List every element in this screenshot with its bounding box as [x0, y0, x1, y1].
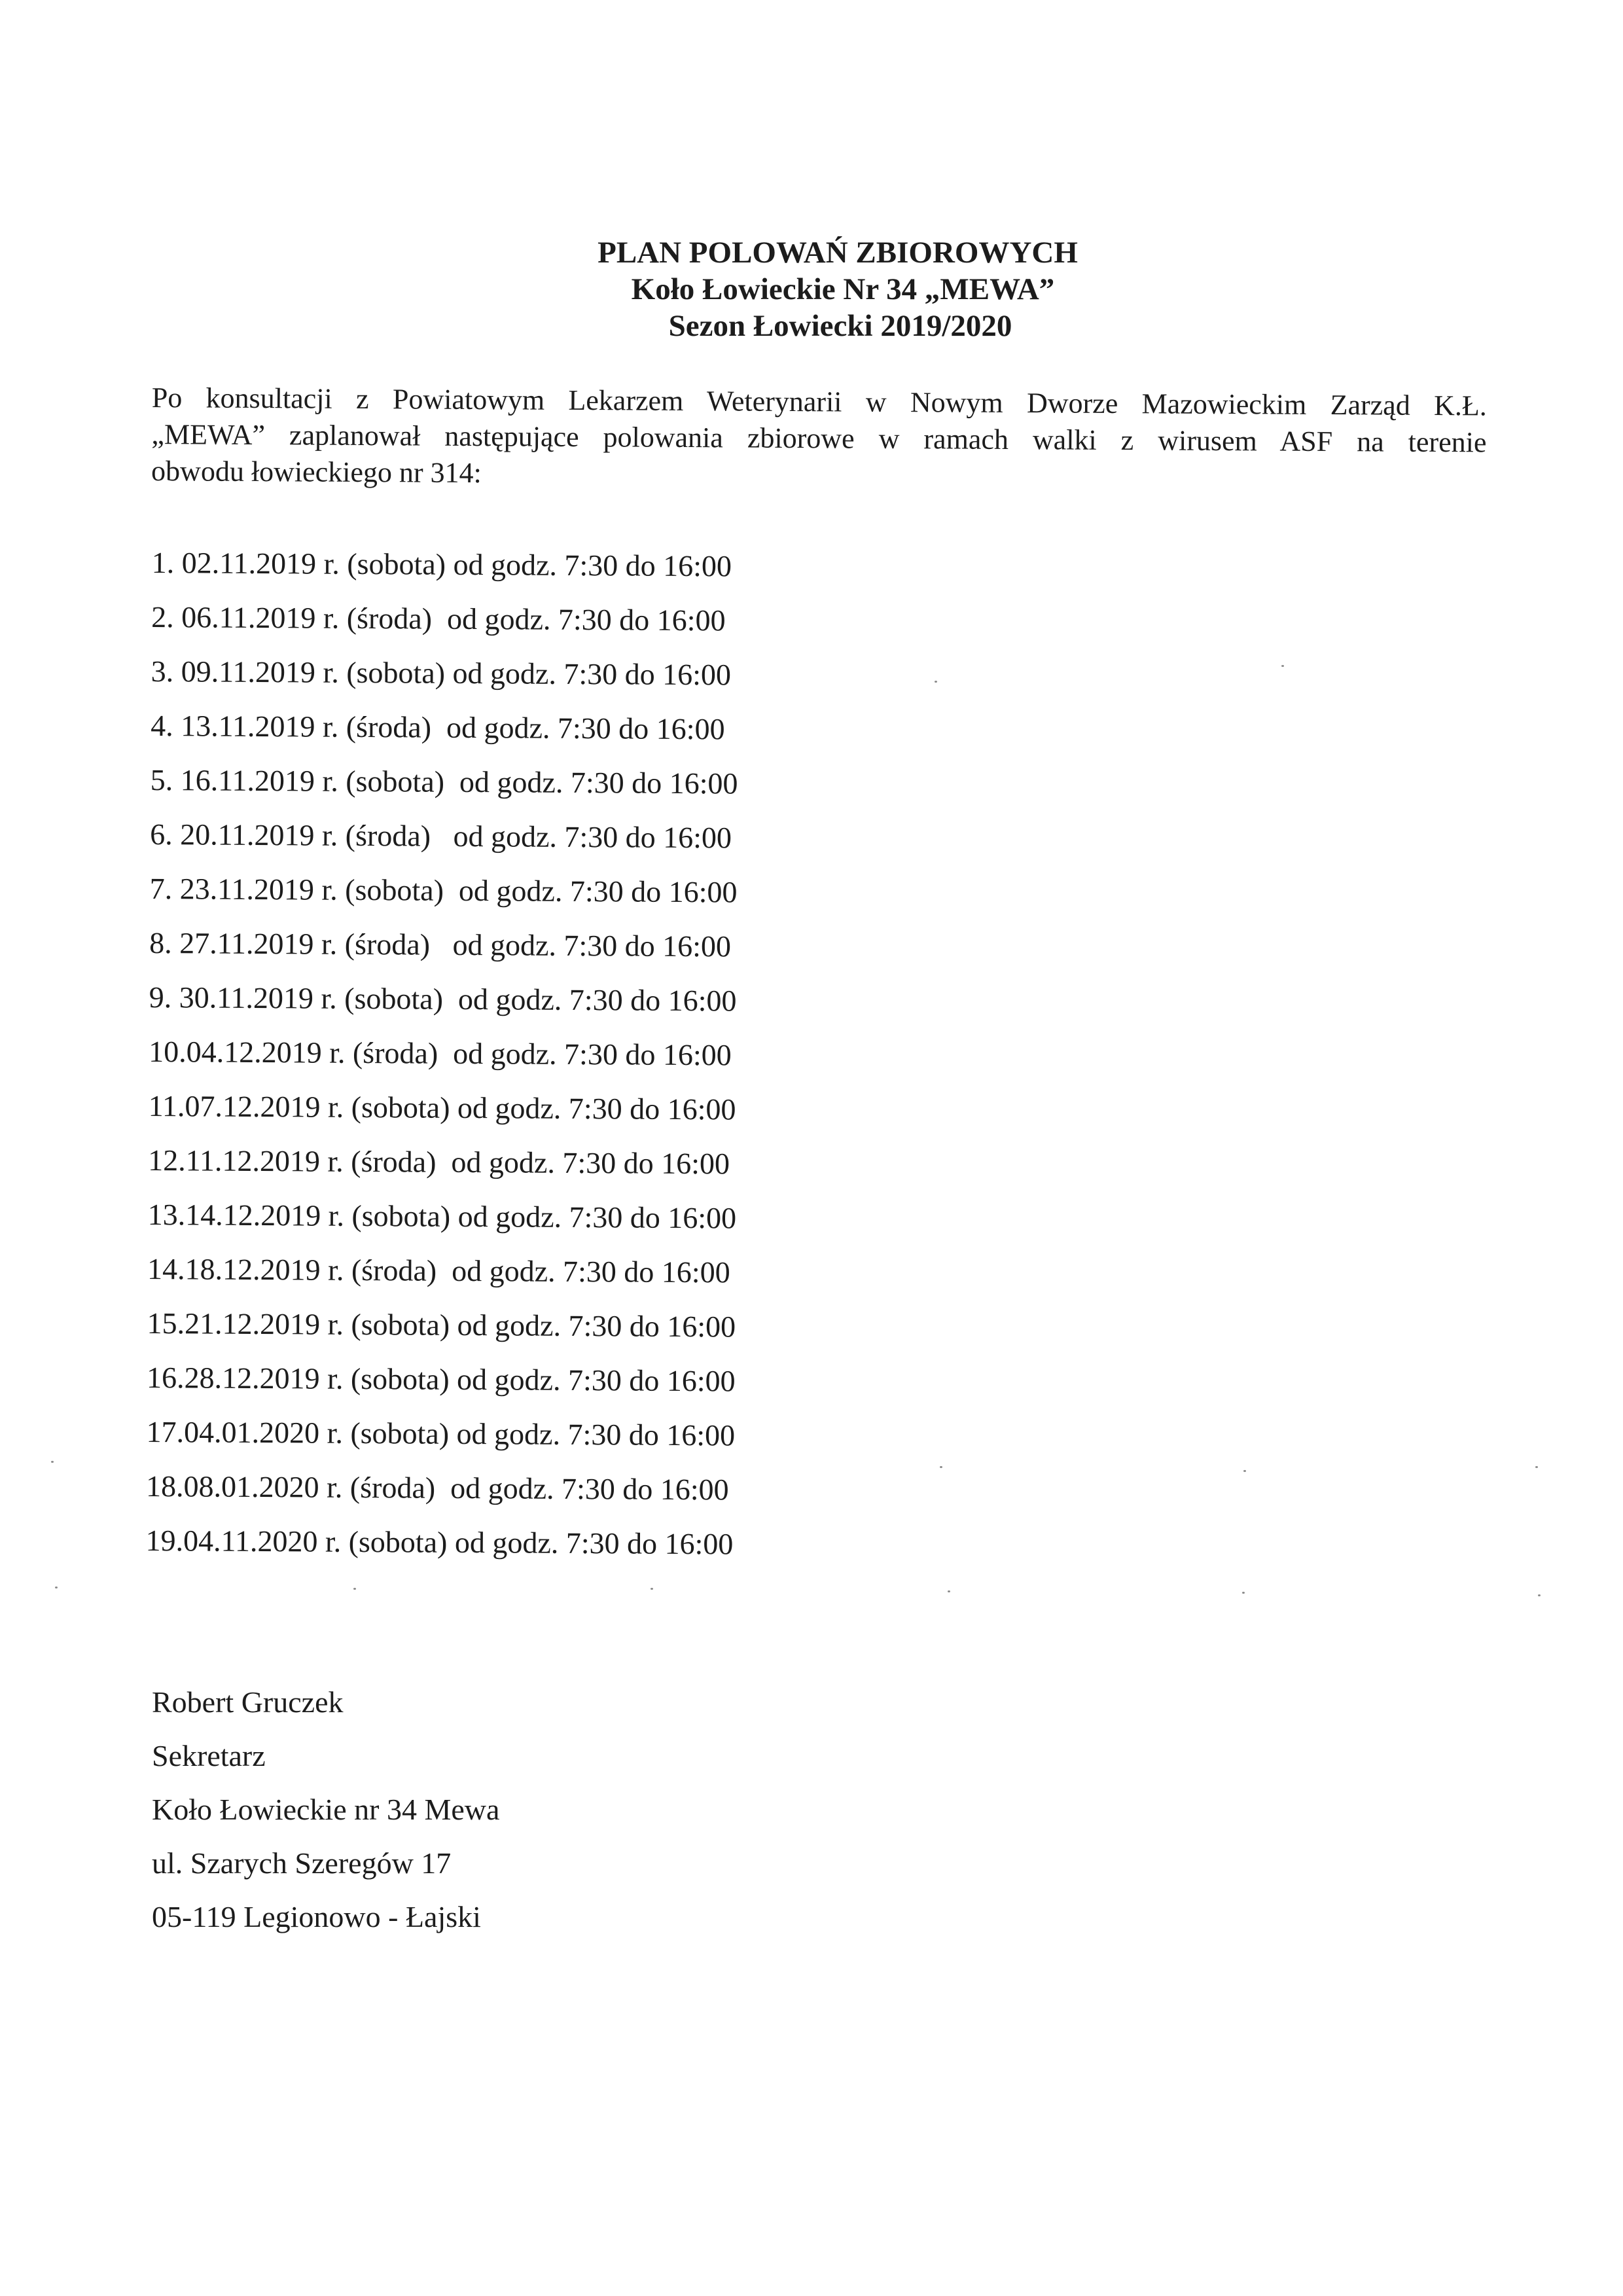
hunt-date-item: 4. 13.11.2019 r. (środa) od godz. 7:30 do 16:00 — [151, 708, 725, 746]
hunt-date-item: 16.28.12.2019 r. (sobota) od godz. 7:30 do 16:00 — [146, 1360, 736, 1398]
hunt-date-item: 10.04.12.2019 r. (środa) od godz. 7:30 do 16:00 — [149, 1034, 732, 1072]
hunt-date-item: 13.14.12.2019 r. (sobota) od godz. 7:30 do 16:00 — [147, 1197, 737, 1235]
scan-speck — [353, 1588, 356, 1590]
hunt-date-item: 17.04.01.2020 r. (sobota) od godz. 7:30 do 16:00 — [146, 1414, 736, 1452]
hunt-date-item: 2. 06.11.2019 r. (środa) od godz. 7:30 do 16:00 — [151, 600, 726, 637]
hunt-date-item: 11.07.12.2019 r. (sobota) od godz. 7:30 do 16:00 — [148, 1088, 736, 1126]
document-title: PLAN POLOWAŃ ZBIOROWYCH — [597, 236, 1078, 270]
scan-speck — [940, 1466, 942, 1468]
intro-line: obwodu łowieckiego nr 314: — [151, 454, 482, 490]
hunt-date-item: 3. 09.11.2019 r. (sobota) od godz. 7:30 do 16:00 — [151, 654, 732, 692]
hunt-schedule-list — [145, 535, 1003, 1573]
hunt-date-item: 7. 23.11.2019 r. (sobota) od godz. 7:30 do 16:00 — [149, 871, 738, 909]
scan-speck — [1243, 1470, 1246, 1472]
hunt-date-item: 12.11.12.2019 r. (środa) od godz. 7:30 do 16:00 — [148, 1143, 730, 1181]
scan-speck — [1535, 1466, 1538, 1468]
hunt-date-item: 9. 30.11.2019 r. (sobota) od godz. 7:30 do 16:00 — [149, 980, 737, 1018]
scan-speck — [1242, 1592, 1245, 1594]
scan-speck — [651, 1588, 653, 1590]
hunt-date-item: 19.04.11.2020 r. (sobota) od godz. 7:30 do 16:00 — [145, 1523, 734, 1561]
signatory-name: Robert Gruczek — [152, 1685, 344, 1719]
signatory-role: Sekretarz — [152, 1739, 266, 1772]
intro-line: Po konsultacji z Powiatowym Lekarzem Weterynarii w Nowym Dworze Mazowieckim Zarząd K.Ł. — [151, 381, 1487, 422]
intro-paragraph — [151, 380, 1487, 497]
signatory-organization: Koło Łowieckie nr 34 Mewa — [152, 1793, 500, 1826]
signatory-street: ul. Szarych Szeregów 17 — [152, 1846, 452, 1880]
hunt-date-item: 18.08.01.2020 r. (środa) od godz. 7:30 do 16:00 — [145, 1469, 729, 1507]
hunt-date-item: 14.18.12.2019 r. (środa) od godz. 7:30 do 16:00 — [147, 1251, 730, 1289]
club-name: Koło Łowieckie Nr 34 „MEWA” — [631, 272, 1055, 306]
hunt-date-item: 5. 16.11.2019 r. (sobota) od godz. 7:30 do 16:00 — [150, 762, 738, 800]
hunt-date-item: 1. 02.11.2019 r. (sobota) od godz. 7:30 do 16:00 — [151, 545, 732, 583]
scan-speck — [948, 1590, 950, 1592]
intro-line: „MEWA” zaplanował następujące polowania zbiorowe w ramach walki z wirusem ASF na terenie — [151, 418, 1487, 459]
signature-block — [152, 1676, 499, 1944]
hunt-date-item: 15.21.12.2019 r. (sobota) od godz. 7:30 do 16:00 — [147, 1306, 736, 1344]
scan-speck — [51, 1461, 54, 1463]
hunt-date-item: 6. 20.11.2019 r. (środa) od godz. 7:30 do 16:00 — [150, 817, 732, 855]
scan-speck — [1281, 665, 1284, 667]
season-label: Sezon Łowiecki 2019/2020 — [668, 309, 1012, 343]
scan-speck — [1538, 1594, 1541, 1596]
document-header — [0, 234, 1623, 344]
scan-speck — [935, 681, 937, 683]
hunt-date-item: 8. 27.11.2019 r. (środa) od godz. 7:30 do 16:00 — [149, 925, 732, 963]
signatory-city: 05-119 Legionowo - Łajski — [152, 1900, 481, 1933]
scan-speck — [55, 1587, 58, 1588]
